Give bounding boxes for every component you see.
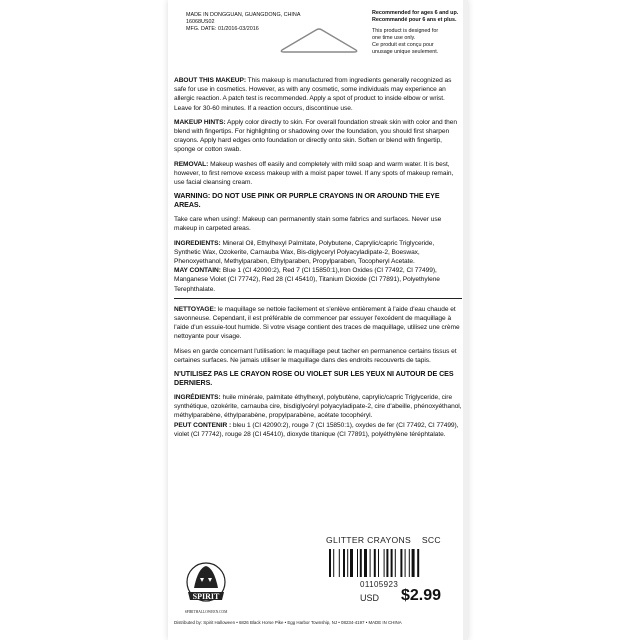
barcode-bar: [417, 549, 419, 577]
peut-contenir-label: PEUT CONTENIR :: [174, 421, 232, 429]
care-warning-en: Take care when using!: Makeup can permanently stain some fabrics and surfaces. Never use makeup in carpeted areas.: [174, 216, 442, 233]
mfg-date: MFG. DATE: 01/2016-03/2016: [186, 26, 259, 32]
about-label: ABOUT THIS MAKEUP:: [174, 77, 246, 84]
barcode: [329, 549, 449, 577]
spirit-halloween-logo: [180, 558, 232, 618]
logo-wordmark: SPIRIT: [192, 592, 220, 601]
hints-text: Apply color directly to skin. For overall foundation streak skin with color and then blend with fingertips. For highlighting or shadowing over the foundation, you should first sharpen crayons. Apply hard edges onto foundation or directly onto skin. Soften or blend with fingertip, sponge or cotton swab.: [174, 118, 458, 154]
product-title: [326, 535, 441, 545]
product-name: GLITTER CRAYONS: [326, 535, 412, 545]
usage-fr-1: Ce produit est conçu pour: [372, 42, 434, 48]
website-text: SPIRITHALLOWEEN.COM: [184, 610, 228, 614]
label-body: [174, 76, 462, 444]
barcode-bar: [409, 549, 410, 577]
manufacturing-info: [186, 12, 300, 33]
peut-contenir-text: bleu 1 (CI 42090:2), rouge 7 (CI 15850:1), oxydes de fer (CI 77492, CI 77499), violet (CI 77742), rouge 28 (CI 45410), dioxyde titanique (CI 77891), polyéthylène téréphtalate.: [174, 421, 459, 438]
ingredients-text: Mineral Oil, Ethylhexyl Palmitate, Polybutene, Caprylic/capric Triglyceride, Synthetic Wax, Ozokerite, Carnauba Wax, Bis-diglyceryl Polyacyladipate-2, Boeswax, Phenoxyethanol, Methylparaben, Ethylparaben, Propylparaben, Tocopheryl Acetate.: [174, 239, 435, 266]
nettoyage-label: NETTOYAGE:: [174, 305, 217, 313]
ingredients-fr-label: INGRÉDIENTS:: [174, 394, 221, 402]
lot-code: 16068US02: [186, 19, 215, 25]
age-usage-info: [372, 10, 462, 60]
barcode-bar: [391, 549, 393, 577]
currency-label: USD: [360, 593, 380, 603]
distributor-footer: Distributed by: Spirit Halloween • 6826 Black Horse Pike • Egg Harbor Township, NJ • 08234-4197 • MADE IN CHINA: [174, 620, 402, 625]
removal-text: Makeup washes off easily and completely with mild soap and warm water. It is best, however, to first remove excess makeup with a moist paper towel. If any spots of makeup remain, use facial cleansing cream.: [174, 160, 454, 187]
usage-en-2: one time use only.: [372, 35, 416, 41]
nettoyage-text: le maquillage se nettoie facilement et s'enlève entièrement à l'aide d'eau chaude et savonneuse. Cependant, il est préférable de commencer par essuyer l'excédent de maquillage à l'aide d'un essuie-tout humide. Si votre visage contient des traces de maquillage, utilisez une crème nettoyante pour visage.: [174, 305, 460, 341]
hints-section: [174, 118, 462, 155]
removal-label: REMOVAL:: [174, 160, 209, 168]
barcode-bar: [395, 549, 396, 577]
ingredients-label: INGREDIENTS:: [174, 239, 221, 247]
barcode-bar: [357, 549, 358, 577]
barcode-bar: [378, 549, 379, 577]
barcode-bar: [384, 549, 385, 577]
ingredients-en: [174, 239, 462, 294]
age-recommendation-en: Recommended for ages 6 and up.: [372, 10, 459, 16]
about-text: This makeup is manufactured from ingredients generally recognized as safe for use in cosmetics. However, as with any cosmetic, some individuals may experience an allergic reaction. A patch test is recommended. Apply a spot of product to inside elbow or wrist. Leave for 30-60 minutes. If a reaction occurs, discontinue use.: [174, 77, 452, 112]
care-warning-fr: Mises en garde concernant l'utilisation: le maquillage peut tacher en permanence certains tissus et certaines surfaces. Ne jamais utiliser le maquillage dans des endroits recouverts de tapis.: [174, 347, 457, 364]
nettoyage-section: [174, 305, 462, 342]
language-divider: [174, 298, 462, 299]
usage-en-1: This product is designed for: [372, 28, 439, 34]
barcode-bar: [360, 549, 362, 577]
barcode-bar: [333, 549, 334, 577]
ingredients-fr: [174, 393, 462, 439]
ingredients-fr-text: huile minérale, palmitate éthylhexyl, polybutène, caprylic/capric Triglyceride, cire synthétique, ozokérite, carnauba cire, bisdiglycéryl polyacyladipate-2, cire d'abeille, phénoxyéthanol, méthylparabène, éthylparabène, propylparabène, acétate tocophéryl.: [174, 394, 462, 420]
barcode-number: 01105923: [360, 580, 399, 589]
barcode-bar: [339, 549, 340, 577]
eye-warning-fr: N'UTILISEZ PAS LE CRAYON ROSE OU VIOLET SUR LES YEUX NI AUTOUR DE CES DERNIERS.: [174, 370, 454, 388]
may-contain-text: Blue 1 (CI 42090:2), Red 7 (CI 15850:1),Iron Oxides (CI 77492, CI 77499), Manganese Violet (CI 77742), Red 28 (CI 45410), Titanium Dioxide (CI 77891), Polyethylene Terephthalate.: [174, 267, 440, 293]
removal-section: [174, 160, 462, 188]
price-value: $2.99: [401, 587, 442, 604]
made-in-line: MADE IN DONGGUAN, GUANGDONG, CHINA: [186, 12, 301, 18]
about-section: [174, 76, 462, 113]
barcode-bar: [350, 549, 353, 577]
product-code: SCC: [421, 535, 441, 545]
barcode-bar: [386, 549, 388, 577]
barcode-bar: [343, 549, 345, 577]
hints-label: MAKEUP HINTS:: [174, 118, 226, 126]
barcode-bar: [329, 549, 331, 577]
may-contain-label: MAY CONTAIN:: [174, 267, 221, 275]
barcode-bar: [405, 549, 406, 577]
barcode-bar: [400, 549, 402, 577]
barcode-bar: [347, 549, 348, 577]
barcode-bar: [374, 549, 376, 577]
barcode-bar: [364, 549, 367, 577]
age-recommendation-fr: Recommandé pour 6 ans et plus.: [372, 17, 457, 23]
barcode-bar: [412, 549, 415, 577]
usage-fr-2: unusage unique seulement.: [372, 49, 439, 55]
eye-warning-en: WARNING: DO NOT USE PINK OR PURPLE CRAYONS IN OR AROUND THE EYE AREAS.: [174, 192, 440, 210]
barcode-bar: [370, 549, 371, 577]
